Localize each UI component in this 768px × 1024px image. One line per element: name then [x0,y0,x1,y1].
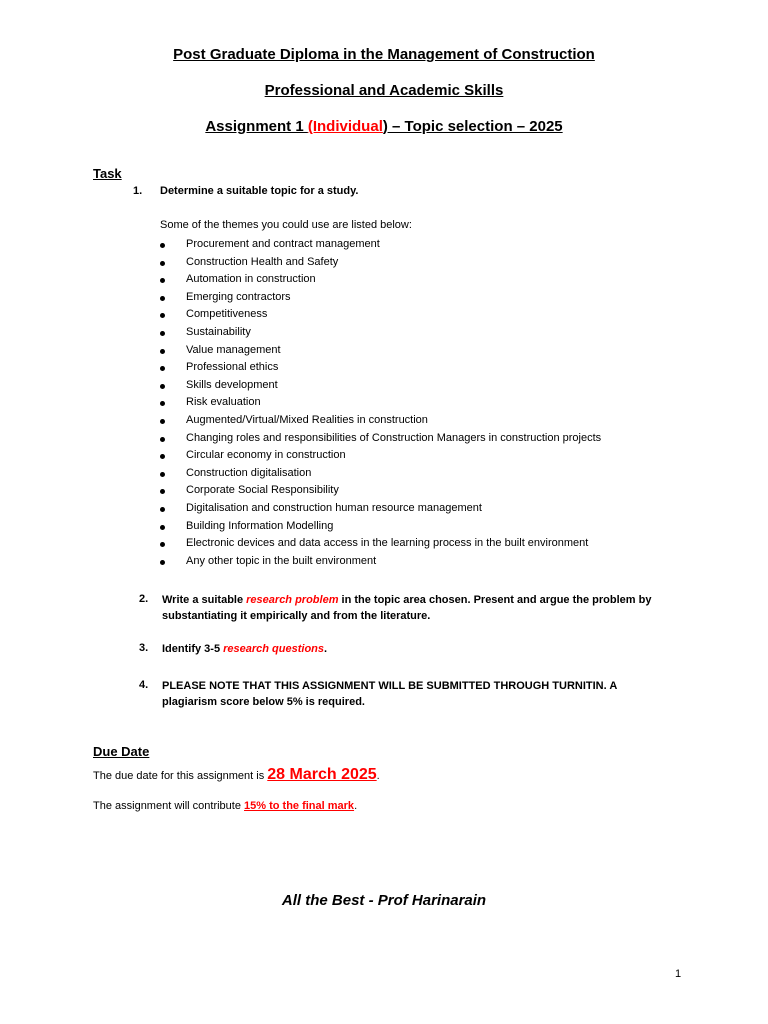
bullet-icon [160,278,165,283]
list-item: Corporate Social Responsibility [160,482,601,500]
item-2-text: Write a suitable research problem in the topic area chosen. Present and argue the problem by substantiating it empirically and from the literature. [162,594,652,622]
item-4-text: PLEASE NOTE THAT THIS ASSIGNMENT WILL BE SUBMITTED THROUGH TURNITIN. A plagiarism score below 5% is required. [162,680,617,708]
bullet-icon [160,472,165,477]
task-heading: Task [93,166,122,181]
list-item: Augmented/Virtual/Mixed Realities in construction [160,412,601,430]
bullet-icon [160,349,165,354]
list-item: Risk evaluation [160,394,601,412]
bullet-icon [160,243,165,248]
bullet-icon [160,384,165,389]
due-date-line: The due date for this assignment is 28 March 2025. [93,766,380,783]
list-item: Automation in construction [160,271,601,289]
item-3-text: Identify 3-5 research questions. [162,643,328,655]
contribution-line: The assignment will contribute 15% to the final mark. [93,800,358,812]
list-item: Construction Health and Safety [160,254,601,272]
bullet-icon [160,560,165,565]
list-item: Professional ethics [160,359,601,377]
list-item: Electronic devices and data access in the learning process in the built environment [160,535,601,553]
bullet-icon [160,331,165,336]
individual-label: (Individual [307,118,383,135]
bullet-icon [160,261,165,266]
due-date-heading: Due Date [93,744,150,759]
list-item: Any other topic in the built environment [160,553,601,571]
list-item: Skills development [160,377,601,395]
list-item: Value management [160,342,601,360]
list-item: Building Information Modelling [160,518,601,536]
assignment-title: Assignment 1 (Individual) – Topic selection – 2025 [205,118,563,135]
list-item: Sustainability [160,324,601,342]
bullet-icon [160,454,165,459]
bullet-icon [160,296,165,301]
list-item: Procurement and contract management [160,236,601,254]
contribution-value: 15% to the final mark [244,800,355,812]
item-1-text: Determine a suitable topic for a study. [160,185,359,197]
course-title: Professional and Academic Skills [264,82,504,99]
list-item: Circular economy in construction [160,447,601,465]
research-problem-term: research problem [246,594,339,606]
document-title: Post Graduate Diploma in the Management of Construction [173,46,595,63]
bullet-icon [160,489,165,494]
bullet-icon [160,542,165,547]
themes-list [160,236,601,570]
bullet-icon [160,401,165,406]
page-number: 1 [675,968,682,980]
themes-intro: Some of the themes you could use are listed below: [160,219,412,231]
item-4-number: 4. [139,679,149,691]
list-item: Construction digitalisation [160,465,601,483]
due-date-value: 28 March 2025 [267,766,377,783]
signoff: All the Best - Prof Harinarain [281,892,487,909]
item-3-number: 3. [139,642,149,654]
list-item: Changing roles and responsibilities of Construction Managers in construction projects [160,430,601,448]
bullet-icon [160,437,165,442]
bullet-icon [160,313,165,318]
research-questions-term: research questions [223,643,324,655]
bullet-icon [160,366,165,371]
bullet-icon [160,419,165,424]
bullet-icon [160,525,165,530]
item-1-number: 1. [133,185,143,197]
bullet-icon [160,507,165,512]
list-item: Emerging contractors [160,289,601,307]
list-item: Digitalisation and construction human resource management [160,500,601,518]
list-item: Competitiveness [160,306,601,324]
item-2-number: 2. [139,593,149,605]
